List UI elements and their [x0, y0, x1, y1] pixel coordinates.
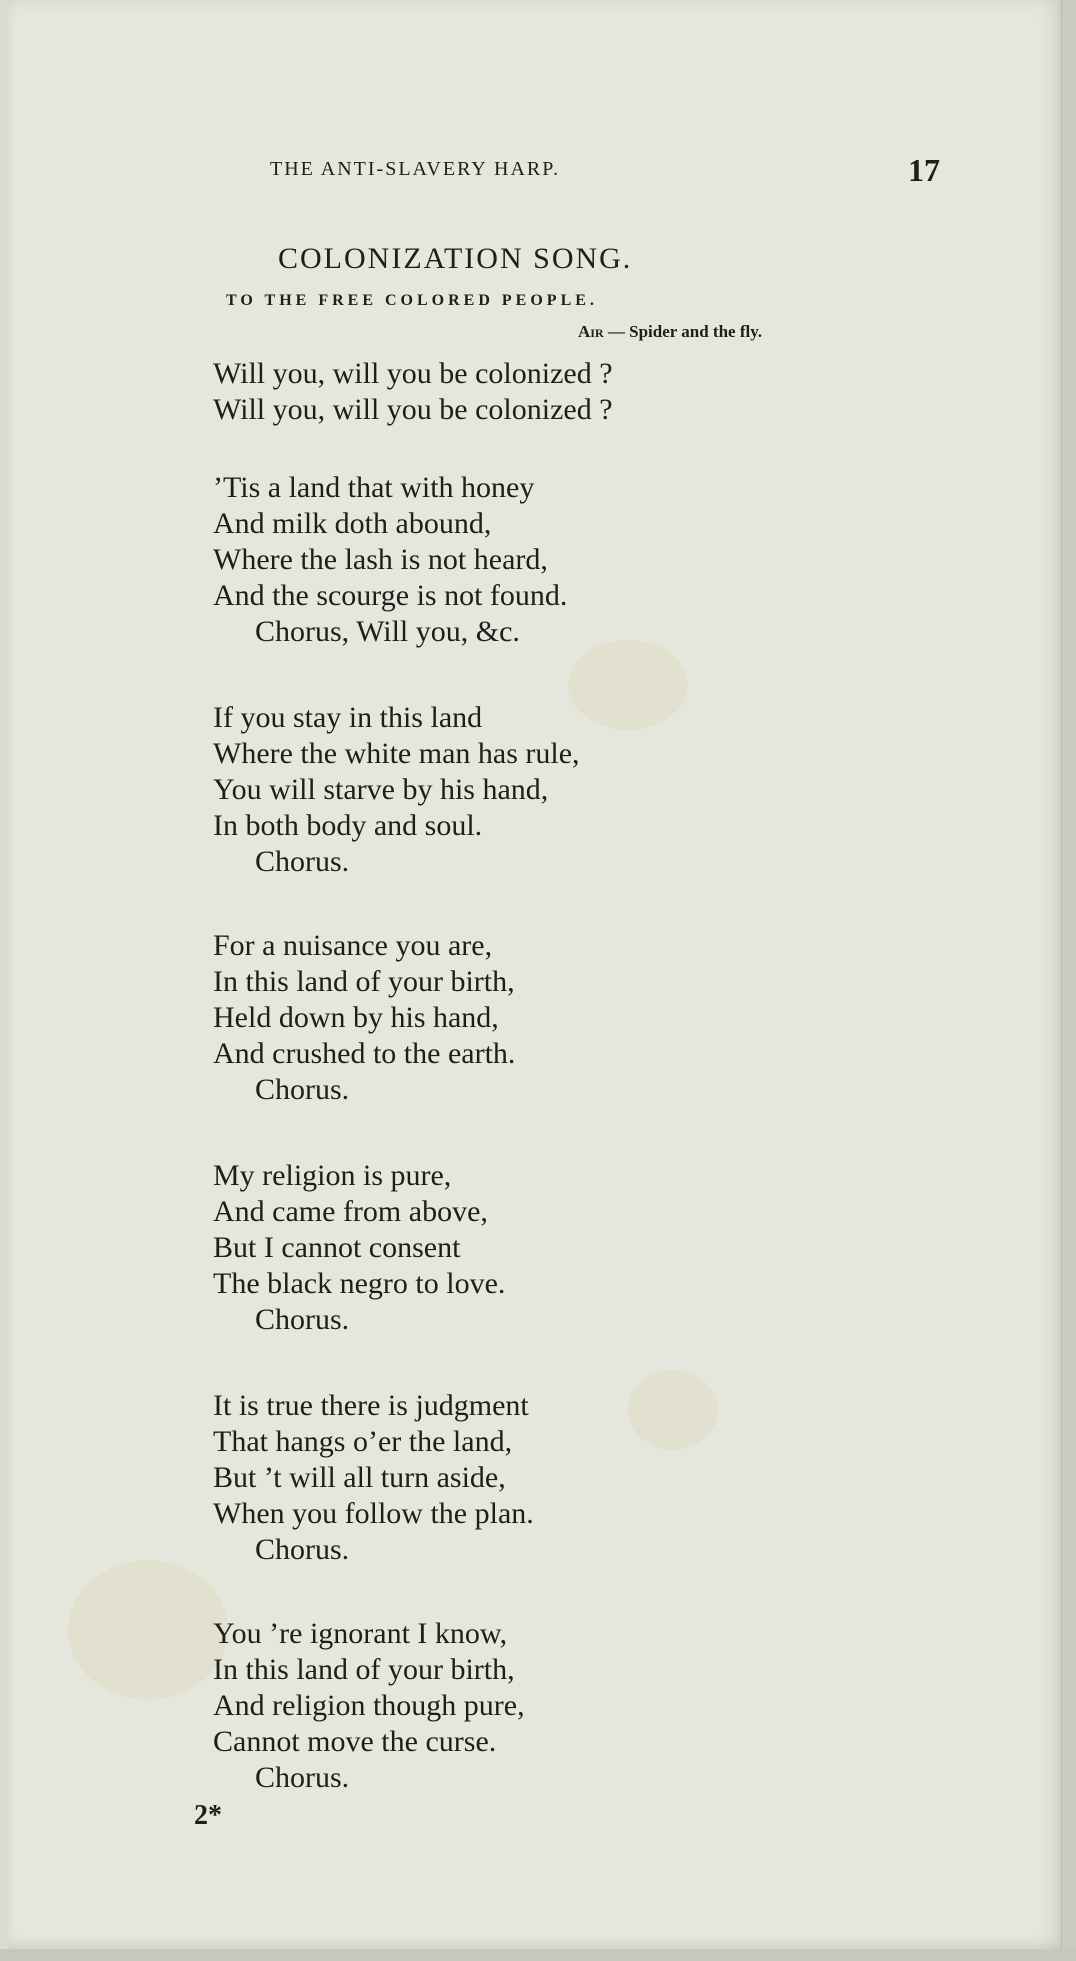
- refrain: [213, 356, 893, 428]
- stanza-line: And the scourge is not found.: [213, 579, 568, 612]
- stanza-4: [213, 1158, 893, 1338]
- stanza-line: Held down by his hand,: [213, 1001, 499, 1034]
- book-page: [8, 0, 1063, 1950]
- stanza-line: In this land of your birth,: [213, 1653, 515, 1686]
- stanza-1: [213, 470, 893, 650]
- stanza-line: ’Tis a land that with honey: [213, 471, 535, 504]
- stanza-line: That hangs o’er the land,: [213, 1425, 513, 1458]
- air-label: Air: [578, 322, 604, 341]
- air-tune: — Spider and the fly.: [603, 322, 763, 341]
- stanza-line: In both body and soul.: [213, 809, 483, 842]
- paper-stain: [68, 1560, 228, 1700]
- stanza-line: When you follow the plan.: [213, 1497, 534, 1530]
- chorus-line: Chorus, Will you, &c.: [255, 615, 520, 648]
- signature-mark: 2*: [194, 1800, 222, 1831]
- stanza-3: [213, 928, 893, 1108]
- air-note: [578, 322, 762, 342]
- stanza-line: The black negro to love.: [213, 1267, 506, 1300]
- stanza-line: And milk doth abound,: [213, 507, 492, 540]
- refrain-line: Will you, will you be colonized ?: [213, 357, 613, 390]
- chorus-line: Chorus.: [255, 1761, 350, 1794]
- stanza-line: In this land of your birth,: [213, 965, 515, 998]
- song-title: COLONIZATION SONG.: [278, 242, 633, 275]
- page-header: [8, 152, 1063, 188]
- stanza-line: You will starve by his hand,: [213, 773, 549, 806]
- chorus-line: Chorus.: [255, 1533, 350, 1566]
- stanza-line: It is true there is judgment: [213, 1389, 529, 1422]
- chorus-line: Chorus.: [255, 1303, 350, 1336]
- stanza-line: And came from above,: [213, 1195, 488, 1228]
- stanza-2: [213, 700, 893, 880]
- stanza-5: [213, 1388, 893, 1568]
- chorus-line: Chorus.: [255, 1073, 350, 1106]
- stanza-line: Where the white man has rule,: [213, 737, 580, 770]
- stanza-line: My religion is pure,: [213, 1159, 452, 1192]
- running-title: THE ANTI-SLAVERY HARP.: [270, 158, 561, 180]
- page-number: 17: [908, 152, 940, 188]
- stanza-6: [213, 1616, 893, 1796]
- stanza-line: For a nuisance you are,: [213, 929, 493, 962]
- chorus-line: Chorus.: [255, 845, 350, 878]
- stanza-line: If you stay in this land: [213, 701, 483, 734]
- stanza-line: But ’t will all turn aside,: [213, 1461, 506, 1494]
- song-dedication: TO THE FREE COLORED PEOPLE.: [226, 292, 598, 309]
- stanza-line: Where the lash is not heard,: [213, 543, 548, 576]
- refrain-line: Will you, will you be colonized ?: [213, 393, 613, 426]
- stanza-line: And crushed to the earth.: [213, 1037, 516, 1070]
- stanza-line: Cannot move the curse.: [213, 1725, 497, 1758]
- page-edge: [1061, 0, 1076, 1961]
- stanza-line: And religion though pure,: [213, 1689, 525, 1722]
- stanza-line: But I cannot consent: [213, 1231, 461, 1264]
- page-bottom-edge: [0, 1949, 1076, 1961]
- stanza-line: You ’re ignorant I know,: [213, 1617, 508, 1650]
